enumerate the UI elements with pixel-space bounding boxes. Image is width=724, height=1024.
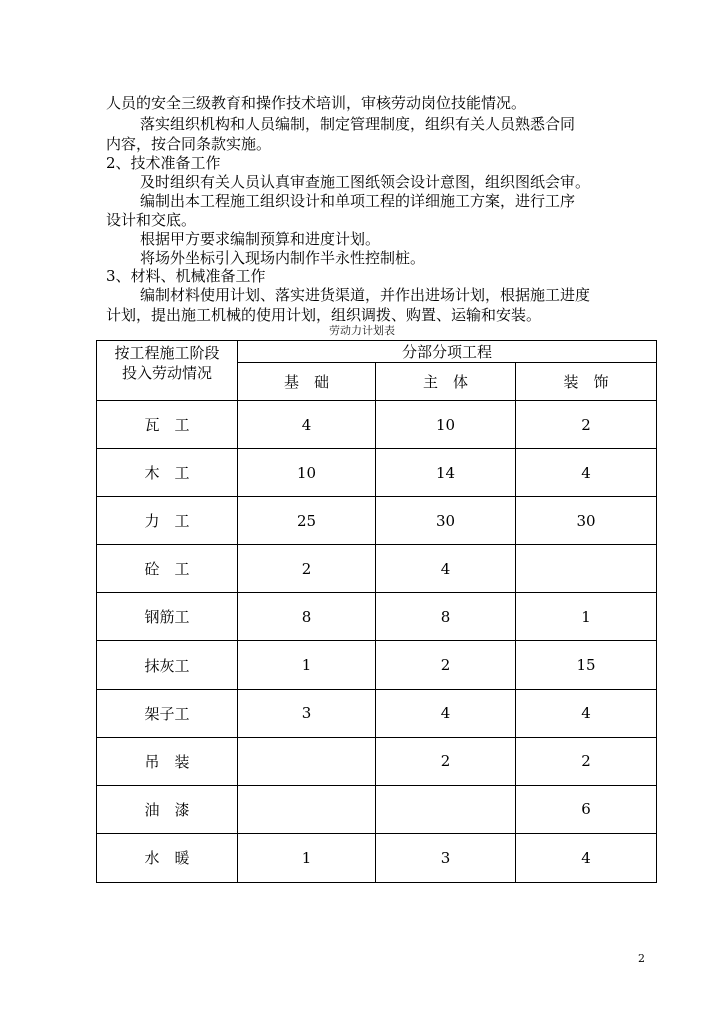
- value-cell: 4: [516, 833, 657, 882]
- value-cell: 3: [238, 689, 376, 737]
- value-cell: 25: [238, 497, 376, 545]
- value-cell: 4: [376, 545, 516, 593]
- table-header-row: [97, 341, 657, 363]
- value-cell: 2: [516, 401, 657, 449]
- value-cell: 14: [376, 449, 516, 497]
- column-header: 主 体: [376, 363, 516, 401]
- value-cell: [376, 785, 516, 833]
- value-cell: 6: [516, 785, 657, 833]
- paragraph-line: 计划，提出施工机械的使用计划，组织调拨、购置、运输和安装。: [106, 306, 542, 324]
- trade-cell: 木 工: [97, 449, 238, 497]
- trade-cell: 瓦 工: [97, 401, 238, 449]
- value-cell: 2: [376, 737, 516, 785]
- trade-cell: 砼 工: [97, 545, 238, 593]
- value-cell: 4: [516, 689, 657, 737]
- value-cell: 3: [376, 833, 516, 882]
- table-row: [97, 449, 657, 497]
- value-cell: 2: [376, 641, 516, 689]
- table-row: [97, 641, 657, 689]
- value-cell: 10: [238, 449, 376, 497]
- column-header: 基 础: [238, 363, 376, 401]
- value-cell: 4: [238, 401, 376, 449]
- labor-plan-table: [96, 340, 657, 883]
- value-cell: [238, 785, 376, 833]
- table-row: [97, 401, 657, 449]
- page-number: 2: [638, 952, 645, 965]
- corner-header-line: 按工程施工阶段: [114, 344, 220, 362]
- table-row: [97, 785, 657, 833]
- corner-header-line: 投入劳动情况: [121, 364, 212, 382]
- value-cell: [516, 545, 657, 593]
- value-cell: 1: [516, 593, 657, 641]
- value-cell: 1: [238, 833, 376, 882]
- section-heading: 2、技术准备工作: [106, 154, 221, 172]
- trade-cell: 油 漆: [97, 785, 238, 833]
- paragraph-line: 落实组织机构和人员编制，制定管理制度，组织有关人员熟悉合同: [140, 115, 576, 133]
- trade-cell: 钢筋工: [97, 593, 238, 641]
- table-row: [97, 833, 657, 882]
- value-cell: 30: [516, 497, 657, 545]
- trade-cell: 力 工: [97, 497, 238, 545]
- value-cell: 2: [516, 737, 657, 785]
- value-cell: 2: [238, 545, 376, 593]
- paragraph-line: 及时组织有关人员认真审查施工图纸领会设计意图，组织图纸会审。: [140, 173, 591, 191]
- paragraph-line: 内容，按合同条款实施。: [106, 135, 272, 153]
- value-cell: 8: [238, 593, 376, 641]
- table-row: [97, 593, 657, 641]
- value-cell: 15: [516, 641, 657, 689]
- trade-cell: 水 暖: [97, 833, 238, 882]
- trade-cell: 抹灰工: [97, 641, 238, 689]
- trade-cell: 吊 装: [97, 737, 238, 785]
- corner-header-cell: [97, 341, 238, 401]
- paragraph-line: 人员的安全三级教育和操作技术培训，审核劳动岗位技能情况。: [106, 94, 527, 112]
- value-cell: 4: [376, 689, 516, 737]
- paragraph-line: 编制材料使用计划、落实进货渠道，并作出进场计划，根据施工进度: [140, 286, 591, 304]
- paragraph-line: 设计和交底。: [106, 211, 197, 229]
- trade-cell: 架子工: [97, 689, 238, 737]
- table-row: [97, 689, 657, 737]
- table-row: [97, 497, 657, 545]
- group-header-cell: 分部分项工程: [238, 341, 657, 363]
- value-cell: 8: [376, 593, 516, 641]
- paragraph-line: 根据甲方要求编制预算和进度计划。: [140, 230, 381, 248]
- paragraph-line: 编制出本工程施工组织设计和单项工程的详细施工方案，进行工序: [140, 192, 576, 210]
- value-cell: [238, 737, 376, 785]
- table-caption: 劳动力计划表: [329, 324, 395, 337]
- table-row: [97, 737, 657, 785]
- section-heading: 3、材料、机械准备工作: [106, 267, 266, 285]
- value-cell: 10: [376, 401, 516, 449]
- value-cell: 1: [238, 641, 376, 689]
- value-cell: 4: [516, 449, 657, 497]
- paragraph-line: 将场外坐标引入现场内制作半永性控制桩。: [140, 249, 426, 267]
- value-cell: 30: [376, 497, 516, 545]
- column-header: 装 饰: [516, 363, 657, 401]
- table-row: [97, 545, 657, 593]
